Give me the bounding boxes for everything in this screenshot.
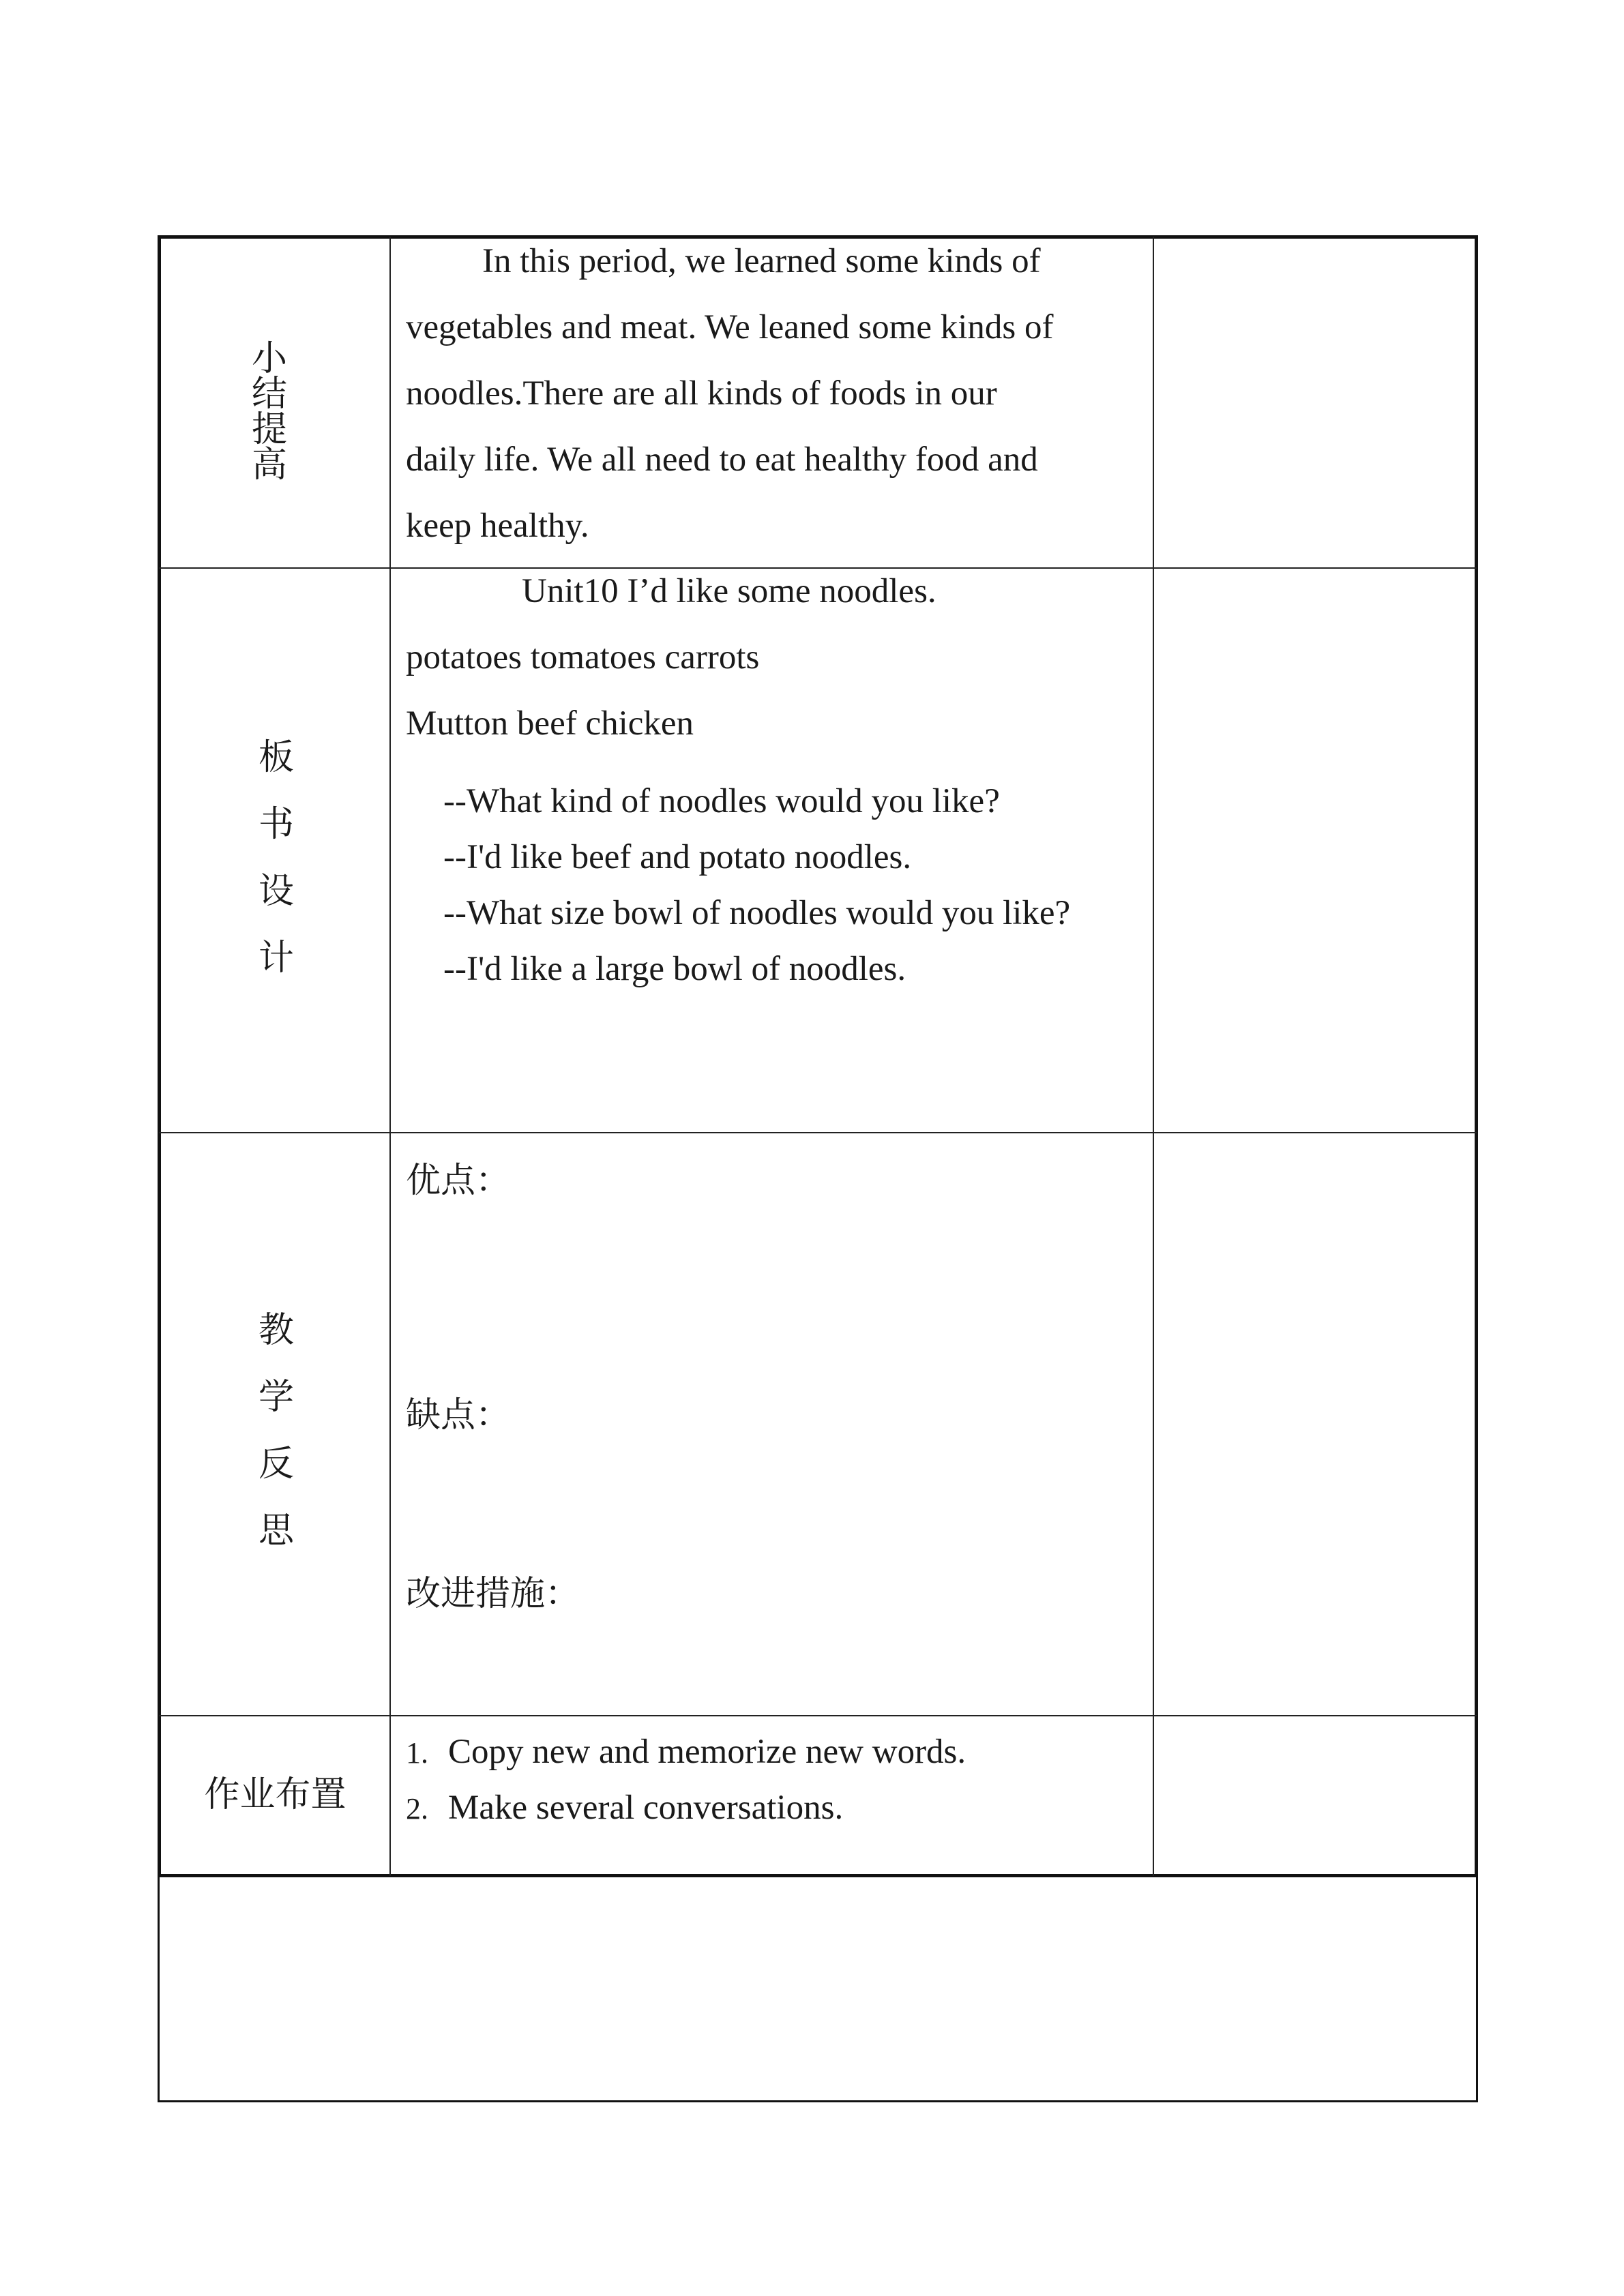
homework-number: 1. [406,1736,428,1770]
summary-line: vegetables and meat. We leaned some kinds of [406,308,1054,346]
dialogue-line: --I'd like beef and potato noodles. [443,838,912,876]
blank-bottom-box [158,1875,1478,2102]
dialogue-line: --What kind of noodles would you like? [443,782,1000,820]
homework-number: 2. [406,1792,428,1825]
board-design-label-char: 书 [258,804,294,845]
homework-item [406,1788,843,1828]
summary-line: In this period, we learned some kinds of [482,242,1041,280]
unit-title: Unit10 I’d like some noodles. [522,572,936,610]
reflection-label-char: 教 [258,1310,294,1351]
summary-label [232,338,307,486]
reflection-content [406,1134,1149,1714]
reflection-label-char: 思 [258,1510,294,1551]
summary-label-char: 高 [251,445,287,486]
reflection-label-char: 学 [258,1377,294,1418]
reflection-label [239,1310,314,1551]
row-divider-1 [159,567,1477,569]
summary-line: keep healthy. [406,507,589,545]
improvements-label: 改进措施： [406,1574,580,1614]
homework-label: 作业布置 [204,1774,346,1815]
meat-words: Mutton beef chicken [406,704,694,743]
row-divider-3 [159,1715,1477,1716]
advantages-label: 优点： [406,1161,511,1201]
board-design-label-char: 板 [258,737,294,778]
board-design-label-char: 设 [258,871,294,912]
summary-line: daily life. We all need to eat healthy food and [406,441,1038,479]
summary-label-char: 提 [251,409,287,450]
column-divider-1 [389,237,391,1876]
homework-text: Make several conversations. [448,1789,844,1827]
homework-content [406,1717,1149,1874]
summary-label-char: 结 [251,374,287,415]
disadvantages-label: 缺点： [406,1395,511,1435]
row-divider-2 [159,1132,1477,1133]
column-divider-2 [1153,237,1154,1876]
board-design-content [406,569,1149,1129]
board-design-label-char: 计 [258,938,294,979]
dialogue-line: --I'd like a large bowl of noodles. [443,950,906,988]
dialogue-line: --What size bowl of noodles would you like? [443,894,1071,932]
reflection-label-char: 反 [258,1444,294,1485]
board-design-label [239,737,314,979]
summary-label-char: 小 [251,338,287,379]
homework-text: Copy new and memorize new words. [448,1733,966,1771]
summary-line: noodles.There are all kinds of foods in our [406,374,997,413]
vegetable-words: potatoes tomatoes carrots [406,638,760,676]
homework-item [406,1732,966,1772]
